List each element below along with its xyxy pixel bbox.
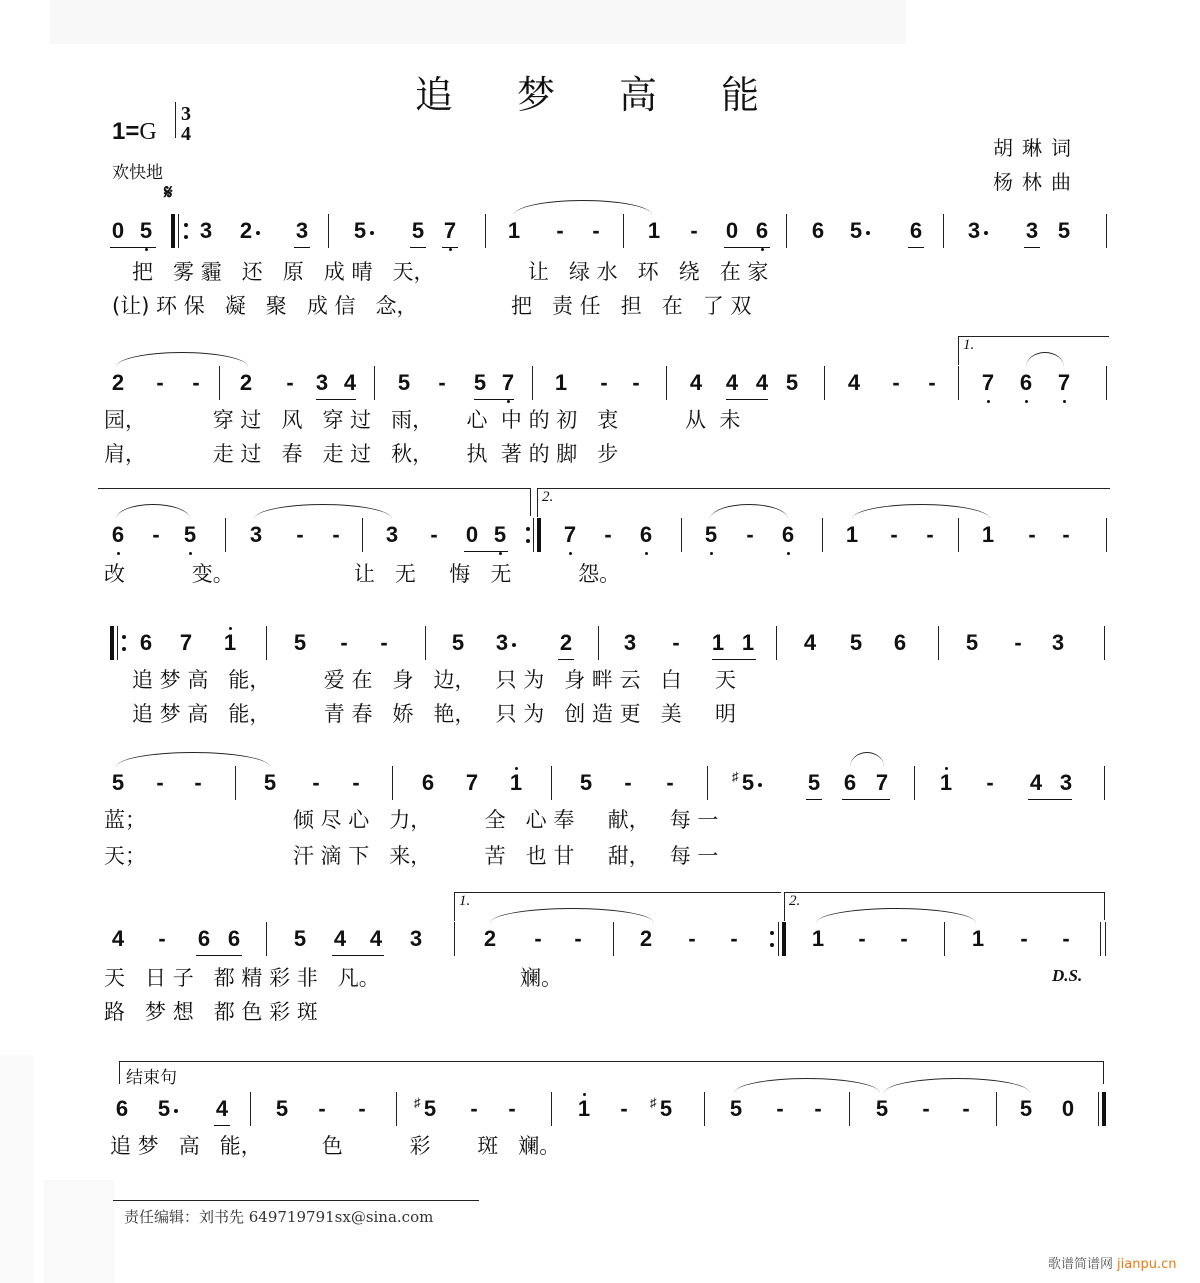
final-bar-thin <box>1098 1092 1099 1126</box>
barline <box>824 366 825 400</box>
volta-2: 2. <box>537 488 1110 517</box>
dash: - <box>1014 630 1022 655</box>
augmentation-dot <box>370 231 374 235</box>
time-signature <box>175 104 197 144</box>
note: 3 <box>623 630 637 655</box>
note: 7 <box>1054 370 1074 396</box>
underline-eighth <box>316 399 356 400</box>
tie <box>116 752 270 767</box>
note: 7 <box>465 770 479 795</box>
dash: - <box>358 1096 366 1121</box>
note: 5 <box>473 370 487 395</box>
dash: - <box>534 926 542 951</box>
barline <box>958 518 959 552</box>
note: 4 <box>111 926 125 951</box>
dash: - <box>624 770 632 795</box>
barline <box>374 366 375 400</box>
time-top: 3 <box>181 103 191 125</box>
note: 1 <box>981 522 995 547</box>
dash: - <box>632 370 640 395</box>
editor-credit: 责任编辑：刘书先 649719791sx@sina.com <box>124 1208 434 1226</box>
note: 5 <box>729 1096 743 1121</box>
sharp-icon: ♯ <box>650 1095 657 1110</box>
underline-eighth <box>712 659 756 660</box>
barline <box>266 922 267 956</box>
repeat-dots <box>122 635 126 659</box>
note: 7 <box>440 218 460 244</box>
dash: - <box>318 1096 326 1121</box>
note: 6 <box>752 218 772 244</box>
note: 0 <box>725 218 739 243</box>
slur <box>850 752 884 767</box>
dal-segno-marking: D.S. <box>1052 966 1083 985</box>
repeat-start-bar-thin <box>117 626 118 660</box>
footer-rule <box>113 1200 479 1201</box>
barline <box>623 214 624 248</box>
sharp-icon: ♯ <box>414 1095 421 1110</box>
note: 5 <box>397 370 411 395</box>
note: 3 <box>295 218 309 243</box>
note: 5 <box>275 1096 289 1121</box>
dash: - <box>286 370 294 395</box>
note: 5 <box>180 522 200 548</box>
underline-eighth <box>294 247 310 248</box>
note: 6 <box>893 630 907 655</box>
dash: - <box>928 370 936 395</box>
note: 6 <box>115 1096 129 1121</box>
scan-artifact-top <box>50 0 906 44</box>
barline <box>485 214 486 248</box>
key-prefix: 1= <box>112 118 140 145</box>
note: 4 <box>689 370 703 395</box>
note: 1 <box>574 1096 594 1122</box>
note: 5 <box>263 770 277 795</box>
final-bar <box>1100 922 1101 956</box>
barline <box>266 626 267 660</box>
augmentation-dot <box>256 231 260 235</box>
dash: - <box>556 218 564 243</box>
barline <box>666 366 667 400</box>
time-bottom: 4 <box>181 123 191 145</box>
augmentation-dot <box>174 1109 178 1113</box>
barline <box>776 626 777 660</box>
barline <box>551 1092 552 1126</box>
tie <box>254 504 392 519</box>
lyrics-verse-2: 肩， 走 过 春 走 过 秋， 执 著 的 脚 步 <box>104 442 619 466</box>
note: 3 <box>967 218 981 243</box>
note: 6 <box>843 770 857 795</box>
repeat-end-bar-thin <box>778 922 779 956</box>
barline <box>396 1092 397 1126</box>
barline <box>938 626 939 660</box>
underline-eighth <box>908 247 924 248</box>
dash: - <box>470 1096 478 1121</box>
underline-eighth <box>442 247 458 248</box>
lyrics-verse-2: (让) 环 保 凝 聚 成 信 念， 把 责 任 担 在 了 双 <box>112 294 752 318</box>
note: 6 <box>197 926 211 951</box>
note: 1 <box>811 926 825 951</box>
underline-eighth <box>110 247 156 248</box>
note: 3 <box>315 370 329 395</box>
note: 7 <box>978 370 998 396</box>
dash: - <box>690 218 698 243</box>
note: 2 <box>239 370 253 395</box>
note: 1 <box>711 630 725 655</box>
dash: - <box>574 926 582 951</box>
augmentation-dot <box>866 231 870 235</box>
note: 2 <box>239 218 253 243</box>
dash: - <box>620 1096 628 1121</box>
dash: - <box>352 770 360 795</box>
note: 3 <box>1051 630 1065 655</box>
note: 4 <box>369 926 383 951</box>
note: 4 <box>803 630 817 655</box>
barline <box>454 922 455 956</box>
barline <box>362 518 363 552</box>
lyrics-verse-1: 蓝； 倾 尽 心 力， 全 心 奉 献， 每 一 <box>104 808 719 832</box>
note: 4 <box>343 370 357 395</box>
key-tonic: G <box>139 119 157 145</box>
barline <box>551 766 552 800</box>
lyrics-verse-2: 追 梦 高 能， 青 春 娇 艳， 只 为 创 造 更 美 明 <box>132 702 736 726</box>
barline <box>425 626 426 660</box>
barline <box>1106 214 1107 248</box>
note: 5 <box>111 770 125 795</box>
key-signature <box>112 118 157 146</box>
dash: - <box>926 522 934 547</box>
lyricist-credit: 胡琳词 <box>993 136 1080 160</box>
final-bar-thick <box>1102 1092 1106 1126</box>
note: 1 <box>845 522 859 547</box>
note: 0 <box>1061 1096 1075 1121</box>
barline <box>944 922 945 956</box>
barline <box>914 766 915 800</box>
lyrics-verse-2: 路 梦 想 都 色 彩 斑 <box>104 1000 318 1024</box>
note: 3 <box>1059 770 1073 795</box>
dash: - <box>688 926 696 951</box>
note: 6 <box>108 522 128 548</box>
note: 6 <box>139 630 153 655</box>
lyrics-verse-1: 把 雾 霾 还 原 成 晴 天， 让 绿 水 环 绕 在 家 <box>132 260 769 284</box>
lyrics-verse-1: 园， 穿 过 风 穿 过 雨， 心 中 的 初 衷 从 未 <box>104 408 741 432</box>
note: 2 <box>559 630 573 655</box>
underline-eighth <box>806 799 822 800</box>
note: 1 <box>647 218 661 243</box>
note: 6 <box>909 218 923 243</box>
song-title: 追 梦 高 能 <box>414 73 786 117</box>
note: 5 <box>849 218 863 243</box>
note: 6 <box>421 770 435 795</box>
barline <box>786 214 787 248</box>
note: 0 <box>465 522 479 547</box>
note: 7 <box>875 770 889 795</box>
note: 5 <box>1019 1096 1033 1121</box>
dash: - <box>296 522 304 547</box>
barline <box>996 1092 997 1126</box>
note: ♯ 5 <box>738 770 758 796</box>
dash: - <box>340 630 348 655</box>
note: 5 <box>353 218 367 243</box>
note: ♯ 5 <box>656 1096 676 1122</box>
note: 1 <box>554 370 568 395</box>
dash: - <box>892 370 900 395</box>
dash: - <box>900 926 908 951</box>
dash: - <box>438 370 446 395</box>
note: 1 <box>507 218 521 243</box>
watermark-text: 歌谱简谱网 <box>1048 1257 1114 1272</box>
note: 6 <box>227 926 241 951</box>
barline <box>1104 626 1105 660</box>
augmentation-dot <box>512 643 516 647</box>
dash: - <box>1028 522 1036 547</box>
scan-artifact-left-lower <box>44 1180 114 1283</box>
lyrics: 追 梦 高 能， 色 彩 斑 斓。 <box>110 1134 561 1158</box>
volta-2-end <box>1104 892 1105 920</box>
barline <box>822 518 823 552</box>
lyrics-verse-1: 天 日 子 都 精 彩 非 凡。 斓。 <box>104 966 562 990</box>
dash: - <box>672 630 680 655</box>
barline <box>707 766 708 800</box>
dash: - <box>666 770 674 795</box>
barline <box>250 1092 251 1126</box>
composer-credit: 杨林曲 <box>993 170 1080 194</box>
barline <box>328 214 329 248</box>
note: 4 <box>847 370 861 395</box>
barline <box>958 366 959 400</box>
note: 2 <box>111 370 125 395</box>
dash: - <box>508 1096 516 1121</box>
volta-1: 1. <box>958 336 1109 365</box>
note: 5 <box>807 770 821 795</box>
volta-1-end <box>530 488 531 516</box>
watermark-url: jianpu.cn <box>1117 1257 1177 1272</box>
volta-1: 1. <box>454 892 781 921</box>
underline-eighth <box>214 1125 230 1126</box>
note: 4 <box>1029 770 1043 795</box>
repeat-end-bar <box>782 922 786 956</box>
note: 7 <box>560 522 580 548</box>
note: 3 <box>495 630 509 655</box>
note: 3 <box>1025 218 1039 243</box>
dash: - <box>592 218 600 243</box>
repeat-start-bar-thin <box>178 214 179 248</box>
underline-eighth <box>724 247 770 248</box>
dash: - <box>192 370 200 395</box>
note: 7 <box>179 630 193 655</box>
note: 4 <box>215 1096 229 1121</box>
note: 2 <box>483 926 497 951</box>
augmentation-dot <box>758 783 762 787</box>
volta-1-continuation <box>98 488 530 489</box>
tie <box>514 200 652 215</box>
dash: - <box>600 370 608 395</box>
final-bar <box>1105 922 1106 956</box>
barline <box>1106 366 1107 400</box>
note: 1 <box>506 770 526 796</box>
dash: - <box>730 926 738 951</box>
note: 5 <box>1057 218 1071 243</box>
site-watermark <box>1048 1253 1176 1272</box>
barline <box>704 1092 705 1126</box>
note: 5 <box>875 1096 889 1121</box>
note: 4 <box>755 370 769 395</box>
note: 4 <box>333 926 347 951</box>
note: 5 <box>451 630 465 655</box>
dash: - <box>156 370 164 395</box>
note: 1 <box>936 770 956 796</box>
dash: - <box>746 522 754 547</box>
barline <box>1106 518 1107 552</box>
dash: - <box>194 770 202 795</box>
underline-eighth <box>196 955 242 956</box>
dash: - <box>858 926 866 951</box>
lyrics: 改 变。 让 无 悔 无 怨。 <box>104 562 621 586</box>
barline <box>219 366 220 400</box>
note: 5 <box>411 218 425 243</box>
barline <box>681 518 682 552</box>
barline <box>1104 766 1105 800</box>
dash: - <box>156 770 164 795</box>
dash: - <box>332 522 340 547</box>
note: 7 <box>498 370 518 396</box>
ending-label: 结束句 <box>126 1068 177 1088</box>
dash: - <box>1020 926 1028 951</box>
underline-eighth <box>842 799 890 800</box>
dash: - <box>604 522 612 547</box>
note: 5 <box>785 370 799 395</box>
augmentation-dot <box>984 231 988 235</box>
underline-eighth <box>464 551 508 552</box>
underline-eighth <box>474 399 514 400</box>
slur <box>116 504 190 519</box>
segno-icon: 𝄋 <box>164 180 173 204</box>
note: 6 <box>636 522 656 548</box>
note: 0 <box>111 218 125 243</box>
dash: - <box>962 1096 970 1121</box>
underline-eighth <box>1024 247 1040 248</box>
underline-eighth <box>1028 799 1072 800</box>
note: 5 <box>965 630 979 655</box>
dash: - <box>312 770 320 795</box>
note: 4 <box>725 370 739 395</box>
note: 6 <box>778 522 798 548</box>
barline <box>235 766 236 800</box>
repeat-dots <box>526 527 530 551</box>
note: 3 <box>249 522 263 547</box>
repeat-dots <box>770 931 774 955</box>
dash: - <box>922 1096 930 1121</box>
tie <box>116 352 248 367</box>
note: 3 <box>199 218 213 243</box>
dash: - <box>1062 926 1070 951</box>
volta-2: 2. <box>784 892 1105 921</box>
note: 3 <box>385 522 399 547</box>
dash: - <box>776 1096 784 1121</box>
note: 3 <box>409 926 423 951</box>
repeat-start-bar <box>110 626 114 660</box>
dash: - <box>814 1096 822 1121</box>
repeat-start-bar <box>171 214 175 248</box>
note: 5 <box>293 630 307 655</box>
note: 5 <box>849 630 863 655</box>
lyrics-verse-2: 天； 汗 滴 下 来， 苦 也 甘 甜， 每 一 <box>104 844 719 868</box>
note: ♯ 5 <box>420 1096 440 1122</box>
sharp-icon: ♯ <box>732 769 739 784</box>
note: 5 <box>701 522 721 548</box>
repeat-dots <box>184 223 188 247</box>
barline <box>532 366 533 400</box>
underline-eighth <box>726 399 768 400</box>
note: 6 <box>1016 370 1036 396</box>
underline-eighth <box>410 247 426 248</box>
dash: - <box>380 630 388 655</box>
dash: - <box>986 770 994 795</box>
dash: - <box>1062 522 1070 547</box>
barline <box>392 766 393 800</box>
note: 5 <box>579 770 593 795</box>
dash: - <box>430 522 438 547</box>
scan-artifact-left <box>0 1055 34 1283</box>
tempo-marking: 欢快地 <box>112 163 163 183</box>
note: 5 <box>293 926 307 951</box>
note: 1 <box>220 630 240 656</box>
underline-eighth <box>332 955 384 956</box>
repeat-end-bar <box>537 518 541 552</box>
note: 5 <box>157 1096 171 1121</box>
note: 5 <box>490 522 510 548</box>
note: 2 <box>639 926 653 951</box>
note: 6 <box>811 218 825 243</box>
barline <box>598 626 599 660</box>
barline <box>613 922 614 956</box>
barline <box>943 214 944 248</box>
lyrics-verse-1: 追 梦 高 能， 爱 在 身 边， 只 为 身 畔 云 白 天 <box>132 668 736 692</box>
dash: - <box>152 522 160 547</box>
barline <box>225 518 226 552</box>
dash: - <box>158 926 166 951</box>
dash: - <box>890 522 898 547</box>
underline-eighth <box>558 659 574 660</box>
note: 1 <box>971 926 985 951</box>
time-bar <box>175 102 176 138</box>
note: 1 <box>741 630 755 655</box>
repeat-end-bar-thin <box>533 518 534 552</box>
note: 5 <box>136 218 156 244</box>
barline <box>849 1092 850 1126</box>
